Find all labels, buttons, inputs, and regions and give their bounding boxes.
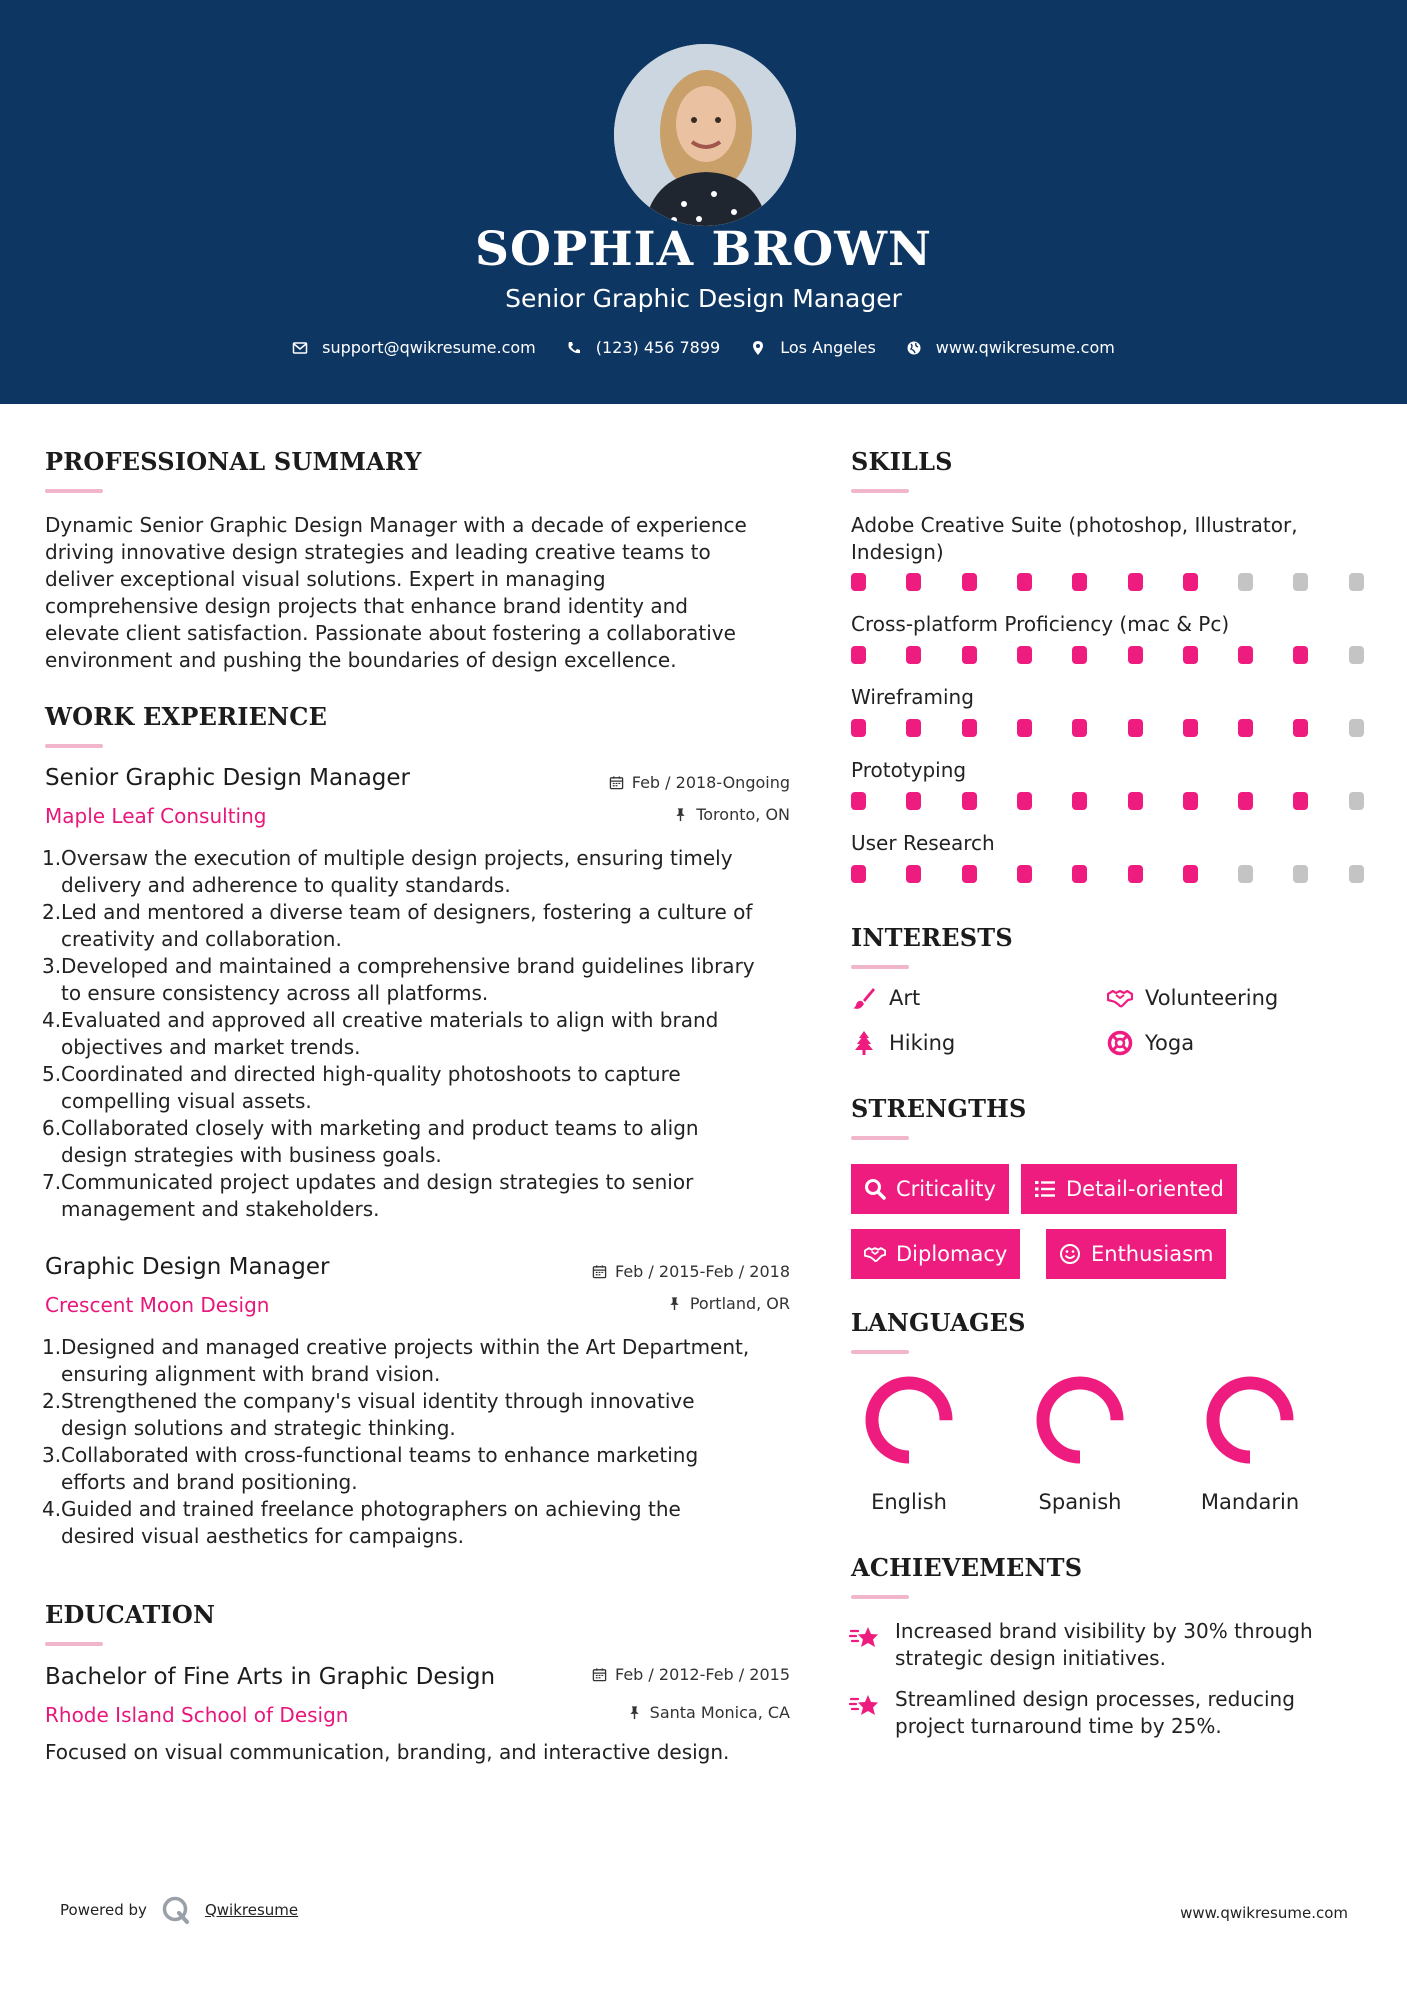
job-title: Graphic Design Manager: [45, 1254, 330, 1280]
responsibility-item: [42, 1007, 802, 1061]
item-line: to ensure consistency across all platforms.: [61, 981, 489, 1005]
skill-dot-empty: [1293, 865, 1308, 883]
item-number: 3.: [42, 954, 62, 978]
skill-name-line: Prototyping: [851, 758, 967, 782]
item-line: Evaluated and approved all creative materials to align with brand: [61, 1008, 719, 1032]
candidate-name: SOPHIA BROWN: [475, 222, 932, 277]
achievement-line: Streamlined design processes, reducing: [895, 1687, 1295, 1711]
item-number: 6.: [42, 1116, 62, 1140]
contact-phone[interactable]: [566, 338, 720, 357]
education-description: Focused on visual communication, branding, and interactive design.: [45, 1740, 730, 1764]
skill-name-line: User Research: [851, 831, 995, 855]
skills-rule: [851, 489, 909, 493]
trophy-star-icon: [849, 1690, 881, 1722]
email-text: support@qwikresume.com: [322, 338, 536, 357]
handshake-icon: [864, 1243, 886, 1265]
job-location-text: Toronto, ON: [696, 805, 790, 824]
summary-text: [45, 512, 795, 674]
strength-label: Detail-oriented: [1066, 1177, 1224, 1201]
achievement-line: project turnaround time by 25%.: [895, 1714, 1222, 1738]
skill-name-line: Cross-platform Proficiency (mac & Pc): [851, 612, 1230, 636]
achievement-item: [849, 1686, 1295, 1740]
candidate-title: Senior Graphic Design Manager: [505, 284, 902, 313]
phone-text: (123) 456 7899: [595, 338, 721, 357]
item-line: Strengthened the company's visual identity through innovative: [61, 1389, 695, 1413]
skill-dot-filled: [1293, 719, 1308, 737]
interest-item-hiking: [851, 1030, 955, 1056]
strength-chip-detail-oriented: [1021, 1164, 1237, 1214]
skill-dot-filled: [1017, 719, 1032, 737]
pushpin-icon: [667, 1296, 682, 1311]
achievement-text: [895, 1686, 1295, 1740]
interest-label: Yoga: [1145, 1031, 1195, 1055]
skill-dot-filled: [962, 865, 977, 883]
skill-dot-filled: [1183, 573, 1198, 591]
summary-line: driving innovative design strategies and leading creative teams to: [45, 540, 711, 564]
item-line: Guided and trained freelance photographers on achieving the: [61, 1497, 681, 1521]
skill-dot-filled: [1183, 719, 1198, 737]
contact-bar: [0, 338, 1407, 357]
skill-dot-filled: [962, 573, 977, 591]
job-title: Senior Graphic Design Manager: [45, 765, 410, 791]
skill-dot-empty: [1349, 865, 1364, 883]
skill-dot-filled: [851, 792, 866, 810]
item-line: management and stakeholders.: [61, 1197, 380, 1221]
item-line: ensuring alignment with brand vision.: [61, 1362, 441, 1386]
item-number: 2.: [42, 900, 62, 924]
skill-dot-filled: [851, 573, 866, 591]
summary-line: Dynamic Senior Graphic Design Manager with a decade of experience: [45, 513, 747, 537]
item-line: Designed and managed creative projects within the Art Department,: [61, 1335, 750, 1359]
skill-dot-filled: [1183, 865, 1198, 883]
skill-name: [851, 757, 966, 784]
education-rule: [45, 1642, 103, 1646]
skill-dot-filled: [1238, 719, 1253, 737]
skill-dot-filled: [1128, 573, 1143, 591]
languages-heading: LANGUAGES: [851, 1308, 1026, 1337]
envelope-icon: [292, 340, 308, 356]
item-number: 5.: [42, 1062, 62, 1086]
job-company: Maple Leaf Consulting: [45, 804, 267, 828]
calendar-icon: [592, 1667, 607, 1682]
skill-dot-filled: [1072, 719, 1087, 737]
strengths-heading: STRENGTHS: [851, 1094, 1027, 1123]
interest-label: Volunteering: [1145, 986, 1279, 1010]
language-label: Spanish: [1038, 1490, 1122, 1514]
achievements-heading: ACHIEVEMENTS: [851, 1553, 1083, 1582]
skill-name: [851, 830, 995, 857]
experience-rule: [45, 744, 103, 748]
strength-label: Criticality: [896, 1177, 996, 1201]
item-line: Developed and maintained a comprehensive brand guidelines library: [61, 954, 755, 978]
skill-name-line: Adobe Creative Suite (photoshop, Illustrator,: [851, 513, 1298, 537]
location-text: Los Angeles: [780, 338, 876, 357]
education-dates: [592, 1665, 790, 1684]
job-location-text: Portland, OR: [689, 1294, 790, 1313]
footer-powered-by: [60, 1895, 298, 1925]
globe-icon: [906, 340, 922, 356]
job-dates: [609, 773, 790, 792]
skill-name: [851, 512, 1298, 566]
contact-location: [750, 338, 876, 357]
skill-dot-filled: [1017, 573, 1032, 591]
skill-dot-filled: [1017, 646, 1032, 664]
summary-rule: [45, 489, 103, 493]
language-label: English: [871, 1490, 947, 1514]
skill-dot-filled: [962, 719, 977, 737]
trophy-star-icon: [849, 1622, 881, 1654]
contact-email[interactable]: [292, 338, 536, 357]
language-ring: [859, 1370, 959, 1470]
phone-icon: [566, 340, 582, 356]
skill-dot-filled: [1072, 646, 1087, 664]
footer-website[interactable]: www.qwikresume.com: [1180, 1904, 1348, 1922]
language-proficiency-arc: [1043, 1383, 1117, 1457]
skill-dot-filled: [1293, 646, 1308, 664]
language-label: Mandarin: [1200, 1490, 1300, 1514]
strength-chip-diplomacy: [851, 1229, 1020, 1279]
skill-dot-filled: [1017, 865, 1032, 883]
pushpin-icon: [627, 1705, 642, 1720]
skill-dot-empty: [1349, 646, 1364, 664]
item-line: design solutions and strategic thinking.: [61, 1416, 456, 1440]
responsibility-item: [42, 1388, 802, 1442]
job-responsibilities: [42, 845, 802, 1223]
interest-item-yoga: [1107, 1030, 1194, 1056]
skill-dot-empty: [1293, 573, 1308, 591]
skill-dot-filled: [1072, 573, 1087, 591]
map-pin-icon: [750, 340, 766, 356]
job-dates-text: Feb / 2018-Ongoing: [631, 773, 790, 792]
education-location-text: Santa Monica, CA: [649, 1703, 790, 1722]
skill-dot-empty: [1238, 573, 1253, 591]
item-line: creativity and collaboration.: [61, 927, 342, 951]
item-number: 7.: [42, 1170, 62, 1194]
paintbrush-icon: [851, 985, 877, 1011]
item-line: Led and mentored a diverse team of designers, fostering a culture of: [61, 900, 753, 924]
achievement-line: strategic design initiatives.: [895, 1646, 1166, 1670]
job-company: Crescent Moon Design: [45, 1293, 270, 1317]
item-number: 3.: [42, 1443, 62, 1467]
skill-dot-filled: [1128, 646, 1143, 664]
skill-dot-empty: [1238, 865, 1253, 883]
item-number: 4.: [42, 1497, 62, 1521]
skill-dot-filled: [906, 865, 921, 883]
item-line: efforts and brand positioning.: [61, 1470, 358, 1494]
summary-heading: PROFESSIONAL SUMMARY: [45, 447, 422, 476]
skill-dot-filled: [1072, 792, 1087, 810]
responsibility-item: [42, 1115, 802, 1169]
skill-dot-filled: [1128, 792, 1143, 810]
skill-dot-filled: [906, 792, 921, 810]
languages-rule: [851, 1350, 909, 1354]
calendar-icon: [592, 1264, 607, 1279]
achievement-item: [849, 1618, 1313, 1672]
pushpin-icon: [673, 807, 688, 822]
interests-rule: [851, 965, 909, 969]
responsibility-item: [42, 899, 802, 953]
skill-dot-filled: [851, 719, 866, 737]
item-number: 1.: [42, 846, 62, 870]
skill-dot-filled: [906, 719, 921, 737]
interests-heading: INTERESTS: [851, 923, 1013, 952]
interest-item-art: [851, 985, 920, 1011]
brand-link[interactable]: Qwikresume: [204, 1901, 299, 1919]
responsibility-item: [42, 1496, 802, 1550]
job-location: [667, 1294, 790, 1313]
tree-icon: [851, 1030, 877, 1056]
skill-dot-filled: [962, 646, 977, 664]
degree-title: Bachelor of Fine Arts in Graphic Design: [45, 1664, 496, 1690]
skill-dot-filled: [962, 792, 977, 810]
job-dates: [592, 1262, 790, 1281]
strengths-rule: [851, 1136, 909, 1140]
interest-label: Hiking: [889, 1031, 956, 1055]
skill-name-line: Indesign): [851, 540, 944, 564]
skill-dot-empty: [1349, 792, 1364, 810]
language-proficiency-arc: [872, 1383, 946, 1457]
skill-dot-empty: [1349, 573, 1364, 591]
strength-label: Diplomacy: [896, 1242, 1008, 1266]
item-line: compelling visual assets.: [61, 1089, 312, 1113]
item-line: desired visual aesthetics for campaigns.: [61, 1524, 464, 1548]
skill-dot-filled: [851, 865, 866, 883]
summary-line: elevate client satisfaction. Passionate about fostering a collaborative: [45, 621, 736, 645]
interest-item-volunteering: [1107, 985, 1278, 1011]
job-responsibilities: [42, 1334, 802, 1550]
experience-heading: WORK EXPERIENCE: [45, 702, 328, 731]
responsibility-item: [42, 1442, 802, 1496]
language-ring: [1030, 1370, 1130, 1470]
skill-dot-filled: [851, 646, 866, 664]
item-line: delivery and adherence to quality standards.: [61, 873, 511, 897]
skill-dot-filled: [1017, 792, 1032, 810]
calendar-icon: [609, 775, 624, 790]
education-dates-text: Feb / 2012-Feb / 2015: [615, 1665, 790, 1684]
item-line: Oversaw the execution of multiple design projects, ensuring timely: [61, 846, 733, 870]
achievement-text: [895, 1618, 1313, 1672]
item-number: 2.: [42, 1389, 62, 1413]
skill-dot-filled: [906, 573, 921, 591]
language-proficiency-arc: [1213, 1383, 1287, 1457]
item-number: 4.: [42, 1008, 62, 1032]
qwikresume-logo-icon: [161, 1895, 191, 1925]
item-line: objectives and market trends.: [61, 1035, 361, 1059]
language-ring: [1200, 1370, 1300, 1470]
skill-dot-filled: [1128, 719, 1143, 737]
item-line: Coordinated and directed high-quality photoshoots to capture: [61, 1062, 681, 1086]
skill-dot-filled: [1072, 865, 1087, 883]
item-line: Communicated project updates and design strategies to senior: [61, 1170, 694, 1194]
search-icon: [864, 1178, 886, 1200]
item-line: design strategies with business goals.: [61, 1143, 442, 1167]
achievement-line: Increased brand visibility by 30% through: [895, 1619, 1313, 1643]
website-text: www.qwikresume.com: [935, 338, 1115, 357]
responsibility-item: [42, 1334, 802, 1388]
item-number: 1.: [42, 1335, 62, 1359]
strength-chip-criticality: [851, 1164, 1009, 1214]
skill-dot-filled: [1183, 646, 1198, 664]
skill-name-line: Wireframing: [851, 685, 974, 709]
skills-heading: SKILLS: [851, 447, 953, 476]
responsibility-item: [42, 1169, 802, 1223]
item-line: Collaborated closely with marketing and product teams to align: [61, 1116, 699, 1140]
skill-dot-filled: [1238, 792, 1253, 810]
skill-dot-filled: [1238, 646, 1253, 664]
contact-website[interactable]: [906, 338, 1115, 357]
job-dates-text: Feb / 2015-Feb / 2018: [615, 1262, 790, 1281]
responsibility-item: [42, 845, 802, 899]
header-banner: [0, 0, 1407, 404]
skill-dot-filled: [1293, 792, 1308, 810]
skill-name: [851, 684, 974, 711]
summary-line: comprehensive design projects that enhance brand identity and: [45, 594, 688, 618]
strength-label: Enthusiasm: [1091, 1242, 1214, 1266]
responsibility-item: [42, 953, 802, 1007]
skill-name: [851, 611, 1229, 638]
education-location: [627, 1703, 790, 1722]
education-heading: EDUCATION: [45, 1600, 216, 1629]
item-line: Collaborated with cross-functional teams to enhance marketing: [61, 1443, 699, 1467]
school-name: Rhode Island School of Design: [45, 1703, 349, 1727]
interest-label: Art: [889, 986, 921, 1010]
profile-photo: [614, 44, 796, 226]
responsibility-item: [42, 1061, 802, 1115]
list-icon: [1034, 1178, 1056, 1200]
summary-line: deliver exceptional visual solutions. Expert in managing: [45, 567, 606, 591]
skill-dot-empty: [1349, 719, 1364, 737]
strength-chip-enthusiasm: [1046, 1229, 1226, 1279]
skill-dot-filled: [1183, 792, 1198, 810]
skill-dot-filled: [1128, 865, 1143, 883]
smile-icon: [1059, 1243, 1081, 1265]
handshake-icon: [1107, 985, 1133, 1011]
powered-by-text: Powered by: [60, 1901, 147, 1919]
summary-line: environment and pushing the boundaries of design excellence.: [45, 648, 677, 672]
lifering-icon: [1107, 1030, 1133, 1056]
skill-dot-filled: [906, 646, 921, 664]
job-location: [673, 805, 790, 824]
achievements-rule: [851, 1595, 909, 1599]
